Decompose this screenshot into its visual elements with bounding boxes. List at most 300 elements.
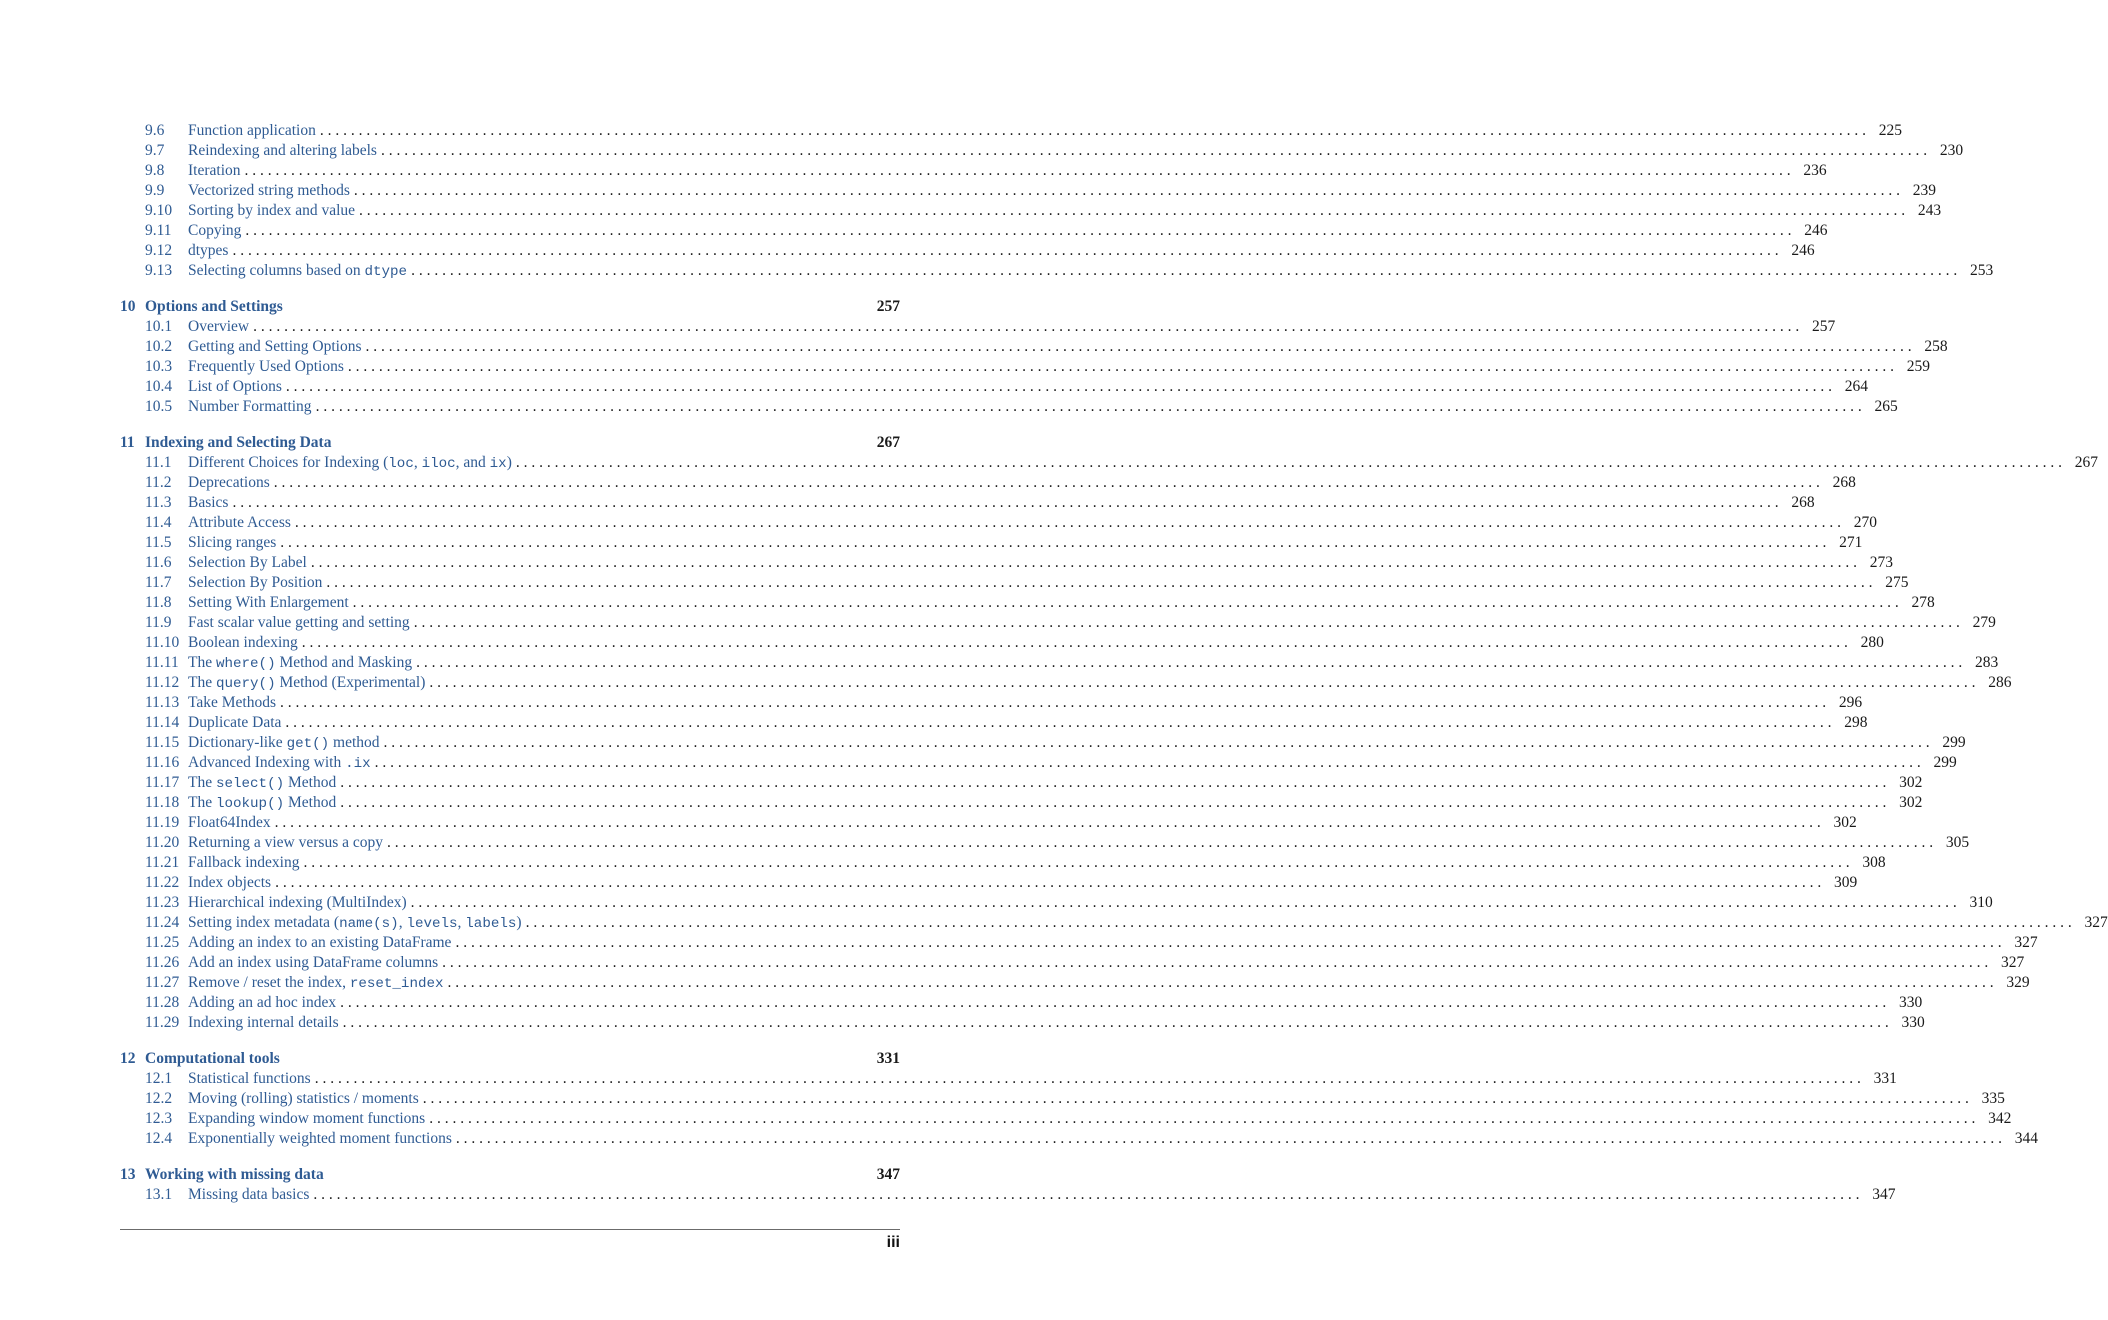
toc-section-entry: [120, 833, 1970, 853]
section-title-link[interactable]: [188, 733, 384, 754]
title-text: Duplicate Data: [188, 714, 282, 731]
dot-leader: . . . . . . . . . . . . . . . . . . . . . . . . . . . . . . . . . . . . . . . . . . . . . . . . . . . . . . . . . . . . . . . . . . . . . . . . . . . . . . . . . . . . . . . . . . . . . . . . . . . . . . . . . . . . . . . . . . . . . . . . . . . . . . . . . . . . . . . . . . . . . . . . . . . . . . . . . . . . . . . . . . . . . . . . . . . . . . . . . . . . . . . . . . . . . . . . . . . . . . . .: [380, 142, 1928, 159]
toc-section-entry: [120, 553, 1893, 573]
section-number-link[interactable]: 11.25: [145, 934, 180, 951]
footer-rule: [120, 1229, 900, 1230]
section-title-link[interactable]: [188, 873, 275, 893]
title-text: Statistical functions: [188, 1070, 311, 1087]
section-title-link[interactable]: [188, 973, 448, 994]
dot-leader: . . . . . . . . . . . . . . . . . . . . . . . . . . . . . . . . . . . . . . . . . . . . . . . . . . . . . . . . . . . . . . . . . . . . . . . . . . . . . . . . . . . . . . . . . . . . . . . . . . . . . . . . . . . . . . . . . . . . . . . . . . . . . . . . . . . . . . . . . . . . . . . . . . . . . . . . . . . . . . . . . . . . . . . . . . . . . . . . . . . . . . . . . . . . . . . . . . . . . . . .: [525, 914, 2072, 931]
section-title-link[interactable]: [188, 913, 526, 934]
dot-leader: . . . . . . . . . . . . . . . . . . . . . . . . . . . . . . . . . . . . . . . . . . . . . . . . . . . . . . . . . . . . . . . . . . . . . . . . . . . . . . . . . . . . . . . . . . . . . . . . . . . . . . . . . . . . . . . . . . . . . . . . . . . . . . . . . . . . . . . . . . . . . . . . . . . . . . . . . . . . . . . . . . . . . . . . . . . . . . . . . . . . . . . . . . . . . . . . . . . . . . . .: [244, 162, 1791, 179]
toc-section-entry: [120, 181, 1936, 201]
toc-section-entry: [120, 1013, 1925, 1033]
page-number: 279: [1972, 614, 1996, 631]
page-number: 246: [1804, 222, 1828, 239]
section-title-link[interactable]: [188, 121, 320, 141]
title-text: Basics: [188, 494, 229, 511]
section-number-link[interactable]: 12.3: [145, 1110, 173, 1127]
section-title-link[interactable]: [188, 713, 285, 733]
toc-section-entry: [120, 493, 1815, 513]
title-text: Dictionary-like: [188, 734, 287, 751]
section-title-link[interactable]: [188, 453, 516, 474]
dot-leader: . . . . . . . . . . . . . . . . . . . . . . . . . . . . . . . . . . . . . . . . . . . . . . . . . . . . . . . . . . . . . . . . . . . . . . . . . . . . . . . . . . . . . . . . . . . . . . . . . . . . . . . . . . . . . . . . . . . . . . . . . . . . . . . . . . . . . . . . . . . . . . . . . . . . . . . . . . . . . . . . . . . . . . . . . . . . . . . . . . . . . . . . . . . . . . . . . . . . . . . .: [315, 398, 1862, 415]
page-number: 296: [1838, 694, 1863, 711]
dot-leader: . . . . . . . . . . . . . . . . . . . . . . . . . . . . . . . . . . . . . . . . . . . . . . . . . . . . . . . . . . . . . . . . . . . . . . . . . . . . . . . . . . . . . . . . . . . . . . . . . . . . . . . . . . . . . . . . . . . . . . . . . . . . . . . . . . . . . . . . . . . . . . . . . . . . . . . . . . . . . . . . . . . . . . . . . . . . . . . . . . . . . . . . . . . . . . . . . . . . . . . .: [374, 754, 1921, 771]
section-title-link[interactable]: [188, 753, 375, 774]
title-text: dtypes: [188, 242, 229, 259]
dot-leader: . . . . . . . . . . . . . . . . . . . . . . . . . . . . . . . . . . . . . . . . . . . . . . . . . . . . . . . . . . . . . . . . . . . . . . . . . . . . . . . . . . . . . . . . . . . . . . . . . . . . . . . . . . . . . . . . . . . . . . . . . . . . . . . . . . . . . . . . . . . . . . . . . . . . . . . . . . . . . . . . . . . . . . . . . . . . . . . . . . . . . . . . . . . . . . . . . . . . . . . .: [342, 1014, 1889, 1031]
toc-section-entry: [120, 1129, 2039, 1149]
section-title-link[interactable]: [188, 553, 311, 573]
section-title-link[interactable]: [188, 1129, 456, 1149]
section-number-link[interactable]: 9.11: [145, 222, 172, 239]
dot-leader: . . . . . . . . . . . . . . . . . . . . . . . . . . . . . . . . . . . . . . . . . . . . . . . . . . . . . . . . . . . . . . . . . . . . . . . . . . . . . . . . . . . . . . . . . . . . . . . . . . . . . . . . . . . . . . . . . . . . . . . . . . . . . . . . . . . . . . . . . . . . . . . . . . . . . . . . . . . . . . . . . . . . . . . . . . . . . . . . . . . . . . . . . . . . . . . . . . . . . . . .: [314, 1070, 1861, 1087]
title-text: ): [506, 454, 512, 471]
title-text: Options and Settings: [145, 298, 283, 315]
toc-section-entry: [120, 673, 2012, 693]
section-title-link[interactable]: [188, 337, 366, 357]
section-title-link[interactable]: [188, 673, 429, 694]
section-number-link[interactable]: 11.7: [145, 574, 172, 591]
title-text: Index objects: [188, 874, 272, 891]
page-number: 264: [1844, 378, 1868, 395]
dot-leader: . . . . . . . . . . . . . . . . . . . . . . . . . . . . . . . . . . . . . . . . . . . . . . . . . . . . . . . . . . . . . . . . . . . . . . . . . . . . . . . . . . . . . . . . . . . . . . . . . . . . . . . . . . . . . . . . . . . . . . . . . . . . . . . . . . . . . . . . . . . . . . . . . . . . . . . . . . . . . . . . . . . . . . . . . . . . . . . . . . . . . . . . . . . . . . . . . . . . . . . .: [429, 1110, 1976, 1127]
dot-leader: . . . . . . . . . . . . . . . . . . . . . . . . . . . . . . . . . . . . . . . . . . . . . . . . . . . . . . . . . . . . . . . . . . . . . . . . . . . . . . . . . . . . . . . . . . . . . . . . . . . . . . . . . . . . . . . . . . . . . . . . . . . . . . . . . . . . . . . . . . . . . . . . . . . . . . . . . . . . . . . . . . . . . . . . . . . . . . . . . . . . . . . . . . . . . . . . . . . . . . . .: [515, 454, 2062, 471]
chapter-title-link[interactable]: [145, 433, 864, 453]
section-title-link[interactable]: [188, 693, 280, 713]
section-number-link[interactable]: 11.20: [145, 834, 180, 851]
dot-leader: . . . . . . . . . . . . . . . . . . . . . . . . . . . . . . . . . . . . . . . . . . . . . . . . . . . . . . . . . . . . . . . . . . . . . . . . . . . . . . . . . . . . . . . . . . . . . . . . . . . . . . . . . . . . . . . . . . . . . . . . . . . . . . . . . . . . . . . . . . . . . . . . . . . . . . . . . . . . . . . . . . . . . . . . . . . . . . . . . . . . . . . . . . . . . . . . . . . . . . . .: [245, 222, 1792, 239]
title-text: Copying: [188, 222, 242, 239]
section-number-link[interactable]: 11.26: [145, 954, 180, 971]
section-title-link[interactable]: [188, 1069, 315, 1089]
toc-section-entry: [120, 633, 1884, 653]
title-text: Method: [284, 774, 337, 791]
page-number: 299: [1942, 734, 1966, 751]
page-number: 267: [876, 434, 900, 451]
toc-section-entry: [120, 813, 1857, 833]
section-title-link[interactable]: [188, 793, 340, 814]
toc-section-entry: [120, 201, 1942, 221]
section-title-link[interactable]: [188, 573, 326, 593]
toc-section-entry: [120, 773, 1923, 793]
title-text: The: [188, 774, 216, 791]
page-number: 273: [1869, 554, 1893, 571]
dot-leader: . . . . . . . . . . . . . . . . . . . . . . . . . . . . . . . . . . . . . . . . . . . . . . . . . . . . . . . . . . . . . . . . . . . . . . . . . . . . . . . . . . . . . . . . . . . . . . . . . . . . . . . . . . . . . . . . . . . . . . . . . . . . . . . . . . . . . . . . . . . . . . . . . . . . . . . . . . . . . . . . . . . . . . . . . . . . . . . . . . . . . . . . . . . . . . . . . . . . . . . .: [326, 574, 1873, 591]
section-number-link[interactable]: 9.13: [145, 262, 173, 279]
dot-leader: . . . . . . . . . . . . . . . . . . . . . . . . . . . . . . . . . . . . . . . . . . . . . . . . . . . . . . . . . . . . . . . . . . . . . . . . . . . . . . . . . . . . . . . . . . . . . . . . . . . . . . . . . . . . . . . . . . . . . . . . . . . . . . . . . . . . . . . . . . . . . . . . . . . . . . . . . . . . . . . . . . . . . . . . . . . . . . . . . . . . . . . . . . . . . . . . . . . . . . . .: [416, 654, 1963, 671]
section-title-link[interactable]: [188, 377, 286, 397]
toc-section-entry: [120, 317, 1836, 337]
dot-leader: . . . . . . . . . . . . . . . . . . . . . . . . . . . . . . . . . . . . . . . . . . . . . . . . . . . . . . . . . . . . . . . . . . . . . . . . . . . . . . . . . . . . . . . . . . . . . . . . . . . . . . . . . . . . . . . . . . . . . . . . . . . . . . . . . . . . . . . . . . . . . . . . . . . . . . . . . . . . . . . . . . . . . . . . . . . . . . . . . . . . . . . . . . . . . . . . . . . . . . . .: [303, 854, 1850, 871]
section-number-link[interactable]: 11.3: [145, 494, 172, 511]
toc-section-entry: [120, 653, 1999, 673]
section-number-link[interactable]: 11.28: [145, 994, 180, 1011]
section-number-link[interactable]: 9.6: [145, 122, 165, 139]
dot-leader: . . . . . . . . . . . . . . . . . . . . . . . . . . . . . . . . . . . . . . . . . . . . . . . . . . . . . . . . . . . . . . . . . . . . . . . . . . . . . . . . . . . . . . . . . . . . . . . . . . . . . . . . . . . . . . . . . . . . . . . . . . . . . . . . . . . . . . . . . . . . . . . . . . . . . . . . . . . . . . . . . . . . . . . . . . . . . . . . . . . . . . . . . . . . . . . . . . . . . . . .: [383, 734, 1930, 751]
page-number: 342: [1988, 1110, 2012, 1127]
chapter-number-link[interactable]: 12: [120, 1050, 136, 1067]
section-title-link[interactable]: [188, 993, 340, 1013]
section-number-link[interactable]: 11.12: [145, 674, 180, 691]
page-number: 230: [1939, 142, 1964, 159]
dot-leader: . . . . . . . . . . . . . . . . . . . . . . . . . . . . . . . . . . . . . . . . . . . . . . . . . . . . . . . . . . . . . . . . . . . . . . . . . . . . . . . . . . . . . . . . . . . . . . . . . . . . . . . . . . . . . . . . . . . . . . . . . . . . . . . . . . . . . . . . . . . . . . . . . . . . . . . . . . . . . . . . . . . . . . . . . . . . . . . . . . . . . . . . . . . . . . . . . . . . . . . .: [294, 514, 1842, 531]
title-text: Float64Index: [188, 814, 271, 831]
page-number: 225: [1878, 122, 1902, 139]
section-title-link[interactable]: [188, 1013, 343, 1033]
title-text: Slicing ranges: [188, 534, 277, 551]
page-number: 310: [1969, 894, 1993, 911]
title-text: Advanced Indexing with: [188, 754, 346, 771]
table-of-contents: [120, 121, 2108, 1205]
title-text: Selection By Position: [188, 574, 323, 591]
section-number-link[interactable]: 10.1: [145, 318, 173, 335]
toc-section-entry: [120, 397, 1898, 417]
title-text: Expanding window moment functions: [188, 1110, 426, 1127]
dot-leader: . . . . . . . . . . . . . . . . . . . . . . . . . . . . . . . . . . . . . . . . . . . . . . . . . . . . . . . . . . . . . . . . . . . . . . . . . . . . . . . . . . . . . . . . . . . . . . . . . . . . . . . . . . . . . . . . . . . . . . . . . . . . . . . . . . . . . . . . . . . . . . . . . . . . . . . . . . . . . . . . . . . . . . . . . . . . . . . . . . . . . . . . . . . . . . . . . . . . . . . .: [275, 874, 1822, 891]
code-literal: levels: [406, 916, 458, 932]
chapter-title-link[interactable]: [145, 1049, 864, 1069]
dot-leader: . . . . . . . . . . . . . . . . . . . . . . . . . . . . . . . . . . . . . . . . . . . . . . . . . . . . . . . . . . . . . . . . . . . . . . . . . . . . . . . . . . . . . . . . . . . . . . . . . . . . . . . . . . . . . . . . . . . . . . . . . . . . . . . . . . . . . . . . . . . . . . . . . . . . . . . . . . . . . . . . . . . . . . . . . . . . . . . . . . . . . . . . . . . . . . . . . . . . . . . .: [340, 794, 1887, 811]
title-text: Add an index using DataFrame columns: [188, 954, 439, 971]
toc-section-entry: [120, 593, 1935, 613]
section-number-link[interactable]: 11.5: [145, 534, 172, 551]
title-text: Vectorized string methods: [188, 182, 350, 199]
title-text: ,: [413, 454, 422, 471]
page-number: 239: [1912, 182, 1936, 199]
toc-section-entry: [120, 713, 1868, 733]
page-number: 305: [1945, 834, 1970, 851]
title-text: Indexing internal details: [188, 1014, 339, 1031]
chapter-number-link[interactable]: 11: [120, 434, 135, 451]
title-text: Deprecations: [188, 474, 270, 491]
section-title-link[interactable]: [188, 633, 302, 653]
page-number: 302: [1899, 794, 1923, 811]
section-title-link[interactable]: [188, 317, 253, 337]
dot-leader: . . . . . . . . . . . . . . . . . . . . . . . . . . . . . . . . . . . . . . . . . . . . . . . . . . . . . . . . . . . . . . . . . . . . . . . . . . . . . . . . . . . . . . . . . . . . . . . . . . . . . . . . . . . . . . . . . . . . . . . . . . . . . . . . . . . . . . . . . . . . . . . . . . . . . . . . . . . . . . . . . . . . . . . . . . . . . . . . . . . . . . . . . . . . . . . . . . . . . . . .: [359, 202, 1906, 219]
toc-section-entry: [120, 377, 1868, 397]
toc-chapter-entry: [120, 1165, 900, 1185]
toc-chapter-entry: [120, 297, 900, 317]
section-number-link[interactable]: 9.12: [145, 242, 173, 259]
section-number-link[interactable]: 11.18: [145, 794, 180, 811]
section-title-link[interactable]: [188, 653, 416, 674]
section-title-link[interactable]: [188, 853, 304, 873]
dot-leader: . . . . . . . . . . . . . . . . . . . . . . . . . . . . . . . . . . . . . . . . . . . . . . . . . . . . . . . . . . . . . . . . . . . . . . . . . . . . . . . . . . . . . . . . . . . . . . . . . . . . . . . . . . . . . . . . . . . . . . . . . . . . . . . . . . . . . . . . . . . . . . . . . . . . . . . . . . . . . . . . . . . . . . . . . . . . . . . . . . . . . . . . . . . . . . . . . . . . . . . .: [429, 674, 1976, 691]
toc-section-entry: [120, 733, 1966, 753]
footer-page-number: iii: [886, 1234, 900, 1251]
title-text: Method and Masking: [275, 654, 413, 671]
section-number-link[interactable]: 9.8: [145, 162, 165, 179]
section-title-link[interactable]: [188, 833, 387, 853]
toc-section-entry: [120, 473, 1856, 493]
toc-section-entry: [120, 161, 1827, 181]
toc-section-entry: [120, 221, 1828, 241]
page-number: 308: [1862, 854, 1886, 871]
title-text: Missing data basics: [188, 1186, 310, 1203]
section-title-link[interactable]: [188, 1185, 313, 1205]
toc-section-entry: [120, 533, 1863, 553]
code-literal: .ix: [345, 756, 371, 772]
toc-section-entry: [120, 753, 1957, 773]
section-number-link[interactable]: 11.22: [145, 874, 180, 891]
section-number-link[interactable]: 11.21: [145, 854, 180, 871]
dot-leader: . . . . . . . . . . . . . . . . . . . . . . . . . . . . . . . . . . . . . . . . . . . . . . . . . . . . . . . . . . . . . . . . . . . . . . . . . . . . . . . . . . . . . . . . . . . . . . . . . . . . . . . . . . . . . . . . . . . . . . . . . . . . . . . . . . . . . . . . . . . . . . . . . . . . . . . . . . . . . . . . . . . . . . . . . . . . . . . . . . . . . . . . . . . . . . . . . . . . . . . .: [340, 774, 1887, 791]
title-text: Selecting columns based on: [188, 262, 365, 279]
title-text: Iteration: [188, 162, 241, 179]
section-number-link[interactable]: 11.15: [145, 734, 180, 751]
page-number: 344: [2014, 1130, 2039, 1147]
section-number-link[interactable]: 11.2: [145, 474, 172, 491]
page-number: 253: [1969, 262, 1994, 279]
dot-leader: . . . . . . . . . . . . . . . . . . . . . . . . . . . . . . . . . . . . . . . . . . . . . . . . . . . . . . . . . . . . . . . . . . . . . . . . . . . . . . . . . . . . . . . . . . . . . . . . . . . . . . . . . . . . . . . . . . . . . . . . . . . . . . . . . . . . . . . . . . . . . . . . . . . . . . . . . . . . . . . . . . . . . . . . . . . . . . . . . . . . . . . . . . . . . . . . . . . . . . . .: [232, 494, 1779, 511]
title-text: Boolean indexing: [188, 634, 298, 651]
title-text: Method: [284, 794, 337, 811]
dot-leader: . . . . . . . . . . . . . . . . . . . . . . . . . . . . . . . . . . . . . . . . . . . . . . . . . . . . . . . . . . . . . . . . . . . . . . . . . . . . . . . . . . . . . . . . . . . . . . . . . . . . . . . . . . . . . . . . . . . . . . . . . . . . . . . . . . . . . . . . . . . . . . . . . . . . . . . . . . . . . . . . . . . . . . . . . . . . . . . . . . . . . . . . . . . . . . . . . . . . . . . .: [310, 554, 1857, 571]
section-title-link[interactable]: [188, 261, 411, 282]
title-text: Computational tools: [145, 1050, 280, 1067]
section-number-link[interactable]: 11.4: [145, 514, 172, 531]
dot-leader: . . . . . . . . . . . . . . . . . . . . . . . . . . . . . . . . . . . . . . . . . . . . . . . . . . . . . . . . . . . . . . . . . . . . . . . . . . . . . . . . . . . . . . . . . . . . . . . . . . . . . . . . . . . . . . . . . . . . . . . . . . . . . . . . . . . . . . . . . . . . . . . . . . . . . . . . . . . . . . . . . . . . . . . . . . . . . . . . . . . . . . . . . . . . . . . . . . . . . . . .: [232, 242, 1779, 259]
section-number-link[interactable]: 11.29: [145, 1014, 180, 1031]
title-text: Getting and Setting Options: [188, 338, 362, 355]
toc-section-entry: [120, 893, 1993, 913]
dot-leader: . . . . . . . . . . . . . . . . . . . . . . . . . . . . . . . . . . . . . . . . . . . . . . . . . . . . . . . . . . . . . . . . . . . . . . . . . . . . . . . . . . . . . . . . . . . . . . . . . . . . . . . . . . . . . . . . . . . . . . . . . . . . . . . . . . . . . . . . . . . . . . . . . . . . . . . . . . . . . . . . . . . . . . . . . . . . . . . . . . . . . . . . . . . . . . . . . . . . . . . .: [455, 934, 2002, 951]
toc-section-entry: [120, 513, 1878, 533]
title-text: , and: [455, 454, 490, 471]
dot-leader: . . . . . . . . . . . . . . . . . . . . . . . . . . . . . . . . . . . . . . . . . . . . . . . . . . . . . . . . . . . . . . . . . . . . . . . . . . . . . . . . . . . . . . . . . . . . . . . . . . . . . . . . . . . . . . . . . . . . . . . . . . . . . . . . . . . . . . . . . . . . . . . . . . . . . . . . . . . . . . . . . . . . . . . . . . . . . . . . . . . . . . . . . . . . . . . . . . . . . . . .: [280, 534, 1827, 551]
section-title-link[interactable]: [188, 181, 354, 201]
title-text: Fallback indexing: [188, 854, 300, 871]
page-number: 347: [876, 1166, 900, 1183]
chapter-title-link[interactable]: [145, 297, 864, 317]
title-text: Attribute Access: [188, 514, 291, 531]
title-text: Moving (rolling) statistics / moments: [188, 1090, 419, 1107]
dot-leader: . . . . . . . . . . . . . . . . . . . . . . . . . . . . . . . . . . . . . . . . . . . . . . . . . . . . . . . . . . . . . . . . . . . . . . . . . . . . . . . . . . . . . . . . . . . . . . . . . . . . . . . . . . . . . . . . . . . . . . . . . . . . . . . . . . . . . . . . . . . . . . . . . . . . . . . . . . . . . . . . . . . . . . . . . . . . . . . . . . . . . . . . . . . . . . . . . . . . . . . .: [413, 614, 1960, 631]
section-number-link[interactable]: 11.8: [145, 594, 172, 611]
section-title-link[interactable]: [188, 533, 280, 553]
title-text: ,: [457, 914, 466, 931]
section-number-link[interactable]: 11.27: [145, 974, 180, 991]
title-text: Adding an ad hoc index: [188, 994, 337, 1011]
title-text: Setting index metadata (: [188, 914, 340, 931]
title-text: The: [188, 674, 216, 691]
page-number: 258: [1924, 338, 1948, 355]
toc-section-entry: [120, 1089, 2005, 1109]
dot-leader: . . . . . . . . . . . . . . . . . . . . . . . . . . . . . . . . . . . . . . . . . . . . . . . . . . . . . . . . . . . . . . . . . . . . . . . . . . . . . . . . . . . . . . . . . . . . . . . . . . . . . . . . . . . . . . . . . . . . . . . . . . . . . . . . . . . . . . . . . . . . . . . . . . . . . . . . . . . . . . . . . . . . . . . . . . . . . . . . . . . . . . . . . . . . . . . . . . . . . . . .: [347, 358, 1894, 375]
title-text: Fast scalar value getting and setting: [188, 614, 410, 631]
section-number-link[interactable]: 11.1: [145, 454, 172, 471]
title-text: Sorting by index and value: [188, 202, 356, 219]
dot-leader: . . . . . . . . . . . . . . . . . . . . . . . . . . . . . . . . . . . . . . . . . . . . . . . . . . . . . . . . . . . . . . . . . . . . . . . . . . . . . . . . . . . . . . . . . . . . . . . . . . . . . . . . . . . . . . . . . . . . . . . . . . . . . . . . . . . . . . . . . . . . . . . . . . . . . . . . . . . . . . . . . . . . . . . . . . . . . . . . . . . . . . . . . . . . . . . . . . . . . . . .: [365, 338, 1912, 355]
section-number-link[interactable]: 11.23: [145, 894, 180, 911]
section-title-link[interactable]: [188, 953, 442, 973]
section-number-link[interactable]: 11.13: [145, 694, 180, 711]
section-number-link[interactable]: 11.10: [145, 634, 180, 651]
page-number: 259: [1906, 358, 1930, 375]
toc-section-entry: [120, 1109, 2012, 1129]
section-number-link[interactable]: 11.14: [145, 714, 180, 731]
page-number: 327: [2014, 934, 2038, 951]
title-text: Overview: [188, 318, 250, 335]
toc-chapter-entry: [120, 433, 900, 453]
chapter-title-link[interactable]: [145, 1165, 864, 1185]
section-number-link[interactable]: 9.9: [145, 182, 165, 199]
code-literal: ix: [489, 456, 507, 472]
page-number: 331: [1873, 1070, 1897, 1087]
section-number-link[interactable]: 12.1: [145, 1070, 173, 1087]
title-text: Working with missing data: [145, 1166, 324, 1183]
title-text: Take Methods: [188, 694, 277, 711]
toc-section-entry: [120, 853, 1886, 873]
section-title-link[interactable]: [188, 613, 414, 633]
toc-section-entry: [120, 693, 1863, 713]
page-number: 246: [1791, 242, 1815, 259]
section-number-link[interactable]: 10.2: [145, 338, 173, 355]
title-text: Reindexing and altering labels: [188, 142, 377, 159]
toc-section-entry: [120, 933, 2038, 953]
section-number-link[interactable]: 11.11: [145, 654, 179, 671]
section-number-link[interactable]: 9.10: [145, 202, 173, 219]
dot-leader: . . . . . . . . . . . . . . . . . . . . . . . . . . . . . . . . . . . . . . . . . . . . . . . . . . . . . . . . . . . . . . . . . . . . . . . . . . . . . . . . . . . . . . . . . . . . . . . . . . . . . . . . . . . . . . . . . . . . . . . . . . . . . . . . . . . . . . . . . . . . . . . . . . . . . . . . . . . . . . . . . . . . . . . . . . . . . . . . . . . . . . . . . . . . . . . . . . . . . . . .: [285, 378, 1832, 395]
title-text: Adding an index to an existing DataFrame: [188, 934, 452, 951]
section-number-link[interactable]: 11.24: [145, 914, 180, 931]
dot-leader: . . . . . . . . . . . . . . . . . . . . . . . . . . . . . . . . . . . . . . . . . . . . . . . . . . . . . . . . . . . . . . . . . . . . . . . . . . . . . . . . . . . . . . . . . . . . . . . . . . . . . . . . . . . . . . . . . . . . . . . . . . . . . . . . . . . . . . . . . . . . . . . . . . . . . . . . . . . . . . . . . . . . . . . . . . . . . . . . . . . . . . . . . . . . . . . . . . . . . . . .: [410, 894, 1957, 911]
dot-leader: . . . . . . . . . . . . . . . . . . . . . . . . . . . . . . . . . . . . . . . . . . . . . . . . . . . . . . . . . . . . . . . . . . . . . . . . . . . . . . . . . . . . . . . . . . . . . . . . . . . . . . . . . . . . . . . . . . . . . . . . . . . . . . . . . . . . . . . . . . . . . . . . . . . . . . . . . . . . . . . . . . . . . . . . . . . . . . . . . . . . . . . . . . . . . . . . . . . . . . . .: [455, 1130, 2003, 1147]
toc-section-entry: [120, 953, 2025, 973]
toc-section-entry: [120, 873, 1858, 893]
code-literal: reset_index: [349, 976, 444, 992]
code-literal: lookup(): [215, 796, 285, 812]
page-number: 309: [1833, 874, 1858, 891]
chapter-number-link[interactable]: 13: [120, 1166, 136, 1183]
title-text: Selection By Label: [188, 554, 307, 571]
page-number: 335: [1981, 1090, 2005, 1107]
dot-leader: . . . . . . . . . . . . . . . . . . . . . . . . . . . . . . . . . . . . . . . . . . . . . . . . . . . . . . . . . . . . . . . . . . . . . . . . . . . . . . . . . . . . . . . . . . . . . . . . . . . . . . . . . . . . . . . . . . . . . . . . . . . . . . . . . . . . . . . . . . . . . . . . . . . . . . . . . . . . . . . . . . . . . . . . . . . . . . . . . . . . . . . . . . . . . . . . . . . . . . . .: [340, 994, 1887, 1011]
section-number-link[interactable]: 11.6: [145, 554, 172, 571]
toc-section-entry: [120, 121, 1902, 141]
section-title-link[interactable]: [188, 473, 274, 493]
dot-leader: . . . . . . . . . . . . . . . . . . . . . . . . . . . . . . . . . . . . . . . . . . . . . . . . . . . . . . . . . . . . . . . . . . . . . . . . . . . . . . . . . . . . . . . . . . . . . . . . . . . . . . . . . . . . . . . . . . . . . . . . . . . . . . . . . . . . . . . . . . . . . . . . . . . . . . . . . . . . . . . . . . . . . . . . . . . . . . . . . . . . . . . . . . . . . . . . . . . . . . . .: [280, 694, 1827, 711]
section-number-link[interactable]: 10.5: [145, 398, 173, 415]
page-number: 236: [1803, 162, 1827, 179]
toc-section-entry: [120, 1069, 1897, 1089]
page-number: 280: [1860, 634, 1884, 651]
dot-leader: . . . . . . . . . . . . . . . . . . . . . . . . . . . . . . . . . . . . . . . . . . . . . . . . . . . . . . . . . . . . . . . . . . . . . . . . . . . . . . . . . . . . . . . . . . . . . . . . . . . . . . . . . . . . . . . . . . . . . . . . . . . . . . . . . . . . . . . . . . . . . . . . . . . . . . . . . . . . . . . . . . . . . . . . . . . . . . . . . . . . . . . . . . . . . . . . . . . . . . . .: [274, 814, 1821, 831]
page-number: 275: [1885, 574, 1909, 591]
title-text: Returning a view versus a copy: [188, 834, 383, 851]
section-number-link[interactable]: 11.19: [145, 814, 180, 831]
section-title-link[interactable]: [188, 893, 411, 913]
title-text: Method (Experimental): [275, 674, 426, 691]
page-number: 329: [2006, 974, 2030, 991]
page-number: 327: [2084, 914, 2108, 931]
page-number: 347: [1872, 1186, 1896, 1203]
section-number-link[interactable]: 9.7: [145, 142, 165, 159]
title-text: Exponentially weighted moment functions: [188, 1130, 452, 1147]
page-number: 331: [876, 1050, 900, 1067]
toc-chapter-entry: [120, 1049, 900, 1069]
dot-leader: . . . . . . . . . . . . . . . . . . . . . . . . . . . . . . . . . . . . . . . . . . . . . . . . . . . . . . . . . . . . . . . . . . . . . . . . . . . . . . . . . . . . . . . . . . . . . . . . . . . . . . . . . . . . . . . . . . . . . . . . . . . . . . . . . . . . . . . . . . . . . . . . . . . . . . . . . . . . . . . . . . . . . . . . . . . . . . . . . . . . . . . . . . . . . . . . . . . . . . . .: [313, 1186, 1860, 1203]
section-number-link[interactable]: 12.2: [145, 1090, 173, 1107]
toc-section-entry: [120, 793, 1923, 813]
section-title-link[interactable]: [188, 1109, 429, 1129]
page-number: 330: [1898, 994, 1923, 1011]
code-literal: where(): [215, 656, 276, 672]
section-title-link[interactable]: [188, 241, 232, 261]
toc-section-entry: [120, 613, 1996, 633]
section-title-link[interactable]: [188, 933, 455, 953]
page-number: 268: [1832, 474, 1856, 491]
code-literal: get(): [286, 736, 330, 752]
section-title-link[interactable]: [188, 357, 348, 377]
code-literal: loc: [388, 456, 414, 472]
section-number-link[interactable]: 11.17: [145, 774, 180, 791]
page-number: 283: [1974, 654, 1999, 671]
section-number-link[interactable]: 10.3: [145, 358, 173, 375]
toc-section-entry: [120, 141, 1964, 161]
dot-leader: . . . . . . . . . . . . . . . . . . . . . . . . . . . . . . . . . . . . . . . . . . . . . . . . . . . . . . . . . . . . . . . . . . . . . . . . . . . . . . . . . . . . . . . . . . . . . . . . . . . . . . . . . . . . . . . . . . . . . . . . . . . . . . . . . . . . . . . . . . . . . . . . . . . . . . . . . . . . . . . . . . . . . . . . . . . . . . . . . . . . . . . . . . . . . . . . . . . . . . . .: [422, 1090, 1969, 1107]
code-literal: iloc: [421, 456, 456, 472]
page-number: 243: [1917, 202, 1942, 219]
chapter-number-link[interactable]: 10: [120, 298, 136, 315]
dot-leader: . . . . . . . . . . . . . . . . . . . . . . . . . . . . . . . . . . . . . . . . . . . . . . . . . . . . . . . . . . . . . . . . . . . . . . . . . . . . . . . . . . . . . . . . . . . . . . . . . . . . . . . . . . . . . . . . . . . . . . . . . . . . . . . . . . . . . . . . . . . . . . . . . . . . . . . . . . . . . . . . . . . . . . . . . . . . . . . . . . . . . . . . . . . . . . . . . . . . . . . .: [352, 594, 1899, 611]
page-number: 298: [1844, 714, 1868, 731]
dot-leader: . . . . . . . . . . . . . . . . . . . . . . . . . . . . . . . . . . . . . . . . . . . . . . . . . . . . . . . . . . . . . . . . . . . . . . . . . . . . . . . . . . . . . . . . . . . . . . . . . . . . . . . . . . . . . . . . . . . . . . . . . . . . . . . . . . . . . . . . . . . . . . . . . . . . . . . . . . . . . . . . . . . . . . . . . . . . . . . . . . . . . . . . . . . . . . . . . . . . . . . .: [285, 714, 1832, 731]
section-title-link[interactable]: [188, 397, 316, 417]
code-literal: query(): [215, 676, 276, 692]
section-title-link[interactable]: [188, 513, 295, 533]
section-number-link[interactable]: 11.16: [145, 754, 180, 771]
section-title-link[interactable]: [188, 201, 359, 221]
dot-leader: . . . . . . . . . . . . . . . . . . . . . . . . . . . . . . . . . . . . . . . . . . . . . . . . . . . . . . . . . . . . . . . . . . . . . . . . . . . . . . . . . . . . . . . . . . . . . . . . . . . . . . . . . . . . . . . . . . . . . . . . . . . . . . . . . . . . . . . . . . . . . . . . . . . . . . . . . . . . . . . . . . . . . . . . . . . . . . . . . . . . . . . . . . . . . . . . . . . . . . . .: [447, 974, 1994, 991]
dot-leader: . . . . . . . . . . . . . . . . . . . . . . . . . . . . . . . . . . . . . . . . . . . . . . . . . . . . . . . . . . . . . . . . . . . . . . . . . . . . . . . . . . . . . . . . . . . . . . . . . . . . . . . . . . . . . . . . . . . . . . . . . . . . . . . . . . . . . . . . . . . . . . . . . . . . . . . . . . . . . . . . . . . . . . . . . . . . . . . . . . . . . . . . . . . . . . . . . . . . . . . .: [273, 474, 1820, 491]
section-number-link[interactable]: 12.4: [145, 1130, 173, 1147]
title-text: Function application: [188, 122, 316, 139]
title-text: Number Formatting: [188, 398, 312, 415]
page-number: 302: [1833, 814, 1857, 831]
section-title-link[interactable]: [188, 813, 275, 833]
section-title-link[interactable]: [188, 773, 340, 794]
dot-leader: . . . . . . . . . . . . . . . . . . . . . . . . . . . . . . . . . . . . . . . . . . . . . . . . . . . . . . . . . . . . . . . . . . . . . . . . . . . . . . . . . . . . . . . . . . . . . . . . . . . . . . . . . . . . . . . . . . . . . . . . . . . . . . . . . . . . . . . . . . . . . . . . . . . . . . . . . . . . . . . . . . . . . . . . . . . . . . . . . . . . . . . . . . . . . . . . . . . . . . . .: [301, 634, 1848, 651]
section-number-link[interactable]: 10.4: [145, 378, 173, 395]
section-title-link[interactable]: [188, 493, 232, 513]
section-title-link[interactable]: [188, 221, 245, 241]
section-number-link[interactable]: 13.1: [145, 1186, 173, 1203]
title-text: List of Options: [188, 378, 282, 395]
dot-leader: . . . . . . . . . . . . . . . . . . . . . . . . . . . . . . . . . . . . . . . . . . . . . . . . . . . . . . . . . . . . . . . . . . . . . . . . . . . . . . . . . . . . . . . . . . . . . . . . . . . . . . . . . . . . . . . . . . . . . . . . . . . . . . . . . . . . . . . . . . . . . . . . . . . . . . . . . . . . . . . . . . . . . . . . . . . . . . . . . . . . . . . . . . . . . . . . . . . . . . . .: [387, 834, 1934, 851]
code-literal: labels: [465, 916, 517, 932]
section-title-link[interactable]: [188, 141, 381, 161]
title-text: Setting With Enlargement: [188, 594, 349, 611]
section-title-link[interactable]: [188, 161, 245, 181]
toc-section-entry: [120, 261, 1994, 281]
toc-section-entry: [120, 241, 1815, 261]
title-text: The: [188, 654, 216, 671]
toc-section-entry: [120, 913, 2108, 933]
toc-section-entry: [120, 453, 2098, 473]
page-number: 286: [1988, 674, 2012, 691]
code-literal: name(s): [339, 916, 399, 932]
page-number: 257: [876, 298, 900, 315]
section-title-link[interactable]: [188, 1089, 423, 1109]
title-text: ): [516, 914, 522, 931]
section-title-link[interactable]: [188, 593, 353, 613]
title-text: method: [329, 734, 380, 751]
section-number-link[interactable]: 11.9: [145, 614, 172, 631]
dot-leader: . . . . . . . . . . . . . . . . . . . . . . . . . . . . . . . . . . . . . . . . . . . . . . . . . . . . . . . . . . . . . . . . . . . . . . . . . . . . . . . . . . . . . . . . . . . . . . . . . . . . . . . . . . . . . . . . . . . . . . . . . . . . . . . . . . . . . . . . . . . . . . . . . . . . . . . . . . . . . . . . . . . . . . . . . . . . . . . . . . . . . . . . . . . . . . . . . . . . . . . .: [253, 318, 1800, 335]
